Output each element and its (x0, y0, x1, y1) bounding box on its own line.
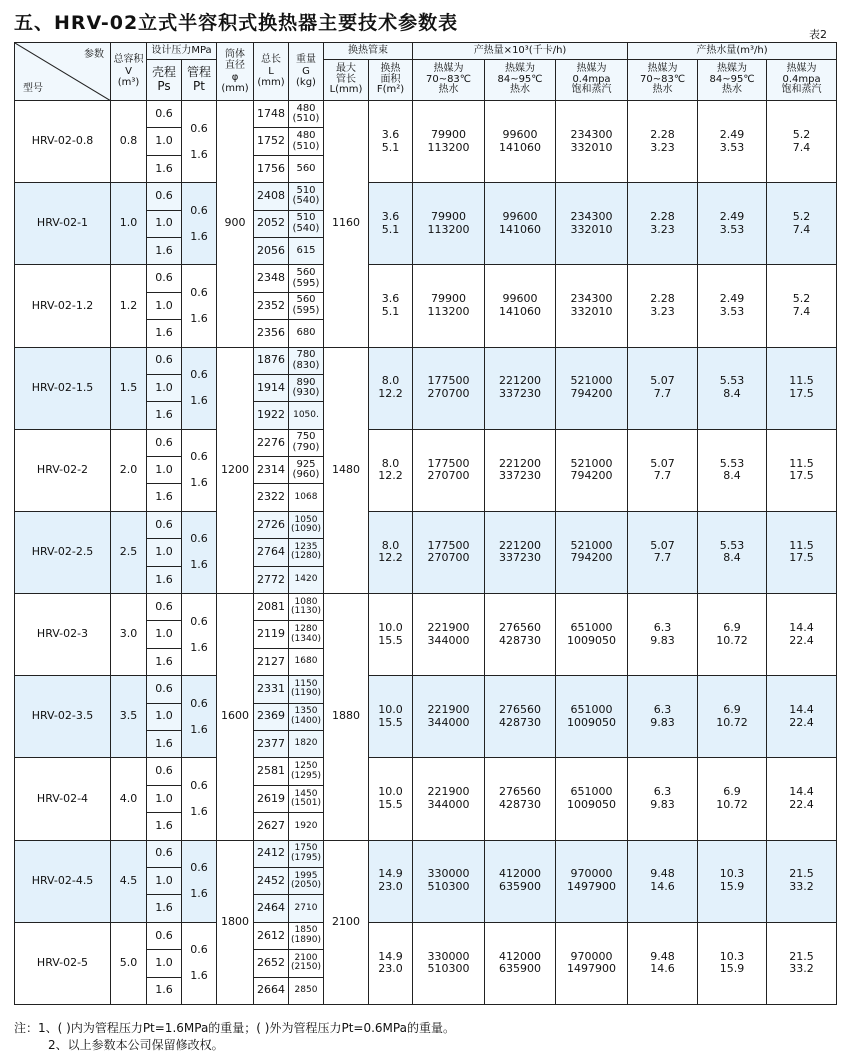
tube-pressure-cell: 0.6 1.6 (182, 922, 217, 1004)
water-output-hw70-cell: 5.07 7.7 (628, 511, 698, 593)
model-cell: HRV-02-0.8 (15, 101, 111, 183)
water-output-hw70-cell: 2.28 3.23 (628, 101, 698, 183)
table-row (15, 183, 837, 210)
water-output-hw70-cell: 2.28 3.23 (628, 183, 698, 265)
weight-cell: 2850 (289, 977, 324, 1004)
water-output-hw84-cell: 6.9 10.72 (698, 676, 767, 758)
media-header-3: 热媒为 0.4mpa 饱和蒸汽 (556, 60, 628, 101)
water-output-hw70-cell: 6.3 9.83 (628, 594, 698, 676)
length-cell: 2652 (254, 950, 289, 977)
max-tube-length-cell: 1480 (324, 347, 369, 594)
weight-cell: 1680 (289, 648, 324, 675)
volume-cell: 1.0 (111, 183, 147, 265)
param-label: 参数 (84, 49, 104, 60)
model-cell: HRV-02-1.2 (15, 265, 111, 347)
area-header: 换热 面积 F(m²) (369, 60, 413, 101)
shell-pressure-cell: 0.6 (147, 758, 182, 785)
tube-pressure-cell: 0.6 1.6 (182, 101, 217, 183)
heat-output-hw70-cell: 79900 113200 (413, 265, 485, 347)
model-label: 型号 (23, 82, 43, 94)
media-header-6: 热媒为 0.4mpa 饱和蒸汽 (767, 60, 837, 101)
volume-cell: 4.0 (111, 758, 147, 840)
length-cell: 1748 (254, 101, 289, 128)
table-row (15, 758, 837, 785)
shell-pressure-cell: 1.0 (147, 539, 182, 566)
weight-cell: 560 (595) (289, 265, 324, 292)
volume-cell: 3.0 (111, 594, 147, 676)
table-number: 表2 (809, 28, 827, 41)
area-cell: 10.0 15.5 (369, 594, 413, 676)
length-cell: 2377 (254, 730, 289, 757)
shell-pressure-cell: 0.6 (147, 676, 182, 703)
shell-pressure-cell: 1.6 (147, 484, 182, 511)
tube-pressure-cell: 0.6 1.6 (182, 840, 217, 922)
heat-output-hw70-cell: 221900 344000 (413, 594, 485, 676)
table-row (15, 922, 837, 949)
shell-pressure-cell: 1.0 (147, 867, 182, 894)
shell-pressure-cell: 1.0 (147, 210, 182, 237)
area-cell: 14.9 23.0 (369, 922, 413, 1004)
shell-pressure-cell: 1.6 (147, 155, 182, 182)
heat-output-steam-cell: 651000 1009050 (556, 758, 628, 840)
length-cell: 2081 (254, 594, 289, 621)
tube-pressure-cell: 0.6 1.6 (182, 429, 217, 511)
shell-pressure-cell: 1.6 (147, 895, 182, 922)
weight-cell: 1280 (1340) (289, 621, 324, 648)
length-cell: 2369 (254, 703, 289, 730)
shell-pressure-cell: 0.6 (147, 265, 182, 292)
footnotes (14, 1020, 455, 1054)
shell-pressure-cell: 1.0 (147, 128, 182, 155)
model-cell: HRV-02-2 (15, 429, 111, 511)
volume-cell: 2.0 (111, 429, 147, 511)
shell-pressure-cell: 0.6 (147, 347, 182, 374)
weight-cell: 1235 (1280) (289, 539, 324, 566)
shell-pressure-cell: 1.0 (147, 703, 182, 730)
shell-pressure-header: 壳程 Ps (147, 60, 182, 101)
length-cell: 1876 (254, 347, 289, 374)
heat-output-hw70-cell: 177500 270700 (413, 511, 485, 593)
model-cell: HRV-02-2.5 (15, 511, 111, 593)
heat-output-hw84-cell: 221200 337230 (485, 511, 556, 593)
shell-pressure-cell: 0.6 (147, 429, 182, 456)
table-row (15, 429, 837, 456)
model-cell: HRV-02-4 (15, 758, 111, 840)
heat-output-hw84-cell: 412000 635900 (485, 840, 556, 922)
shell-pressure-cell: 0.6 (147, 594, 182, 621)
water-output-hw84-cell: 2.49 3.53 (698, 101, 767, 183)
area-cell: 8.0 12.2 (369, 429, 413, 511)
weight-header: 重量 G (kg) (289, 43, 324, 101)
shell-pressure-cell: 1.0 (147, 621, 182, 648)
weight-cell: 1068 (289, 484, 324, 511)
heat-output-steam-cell: 234300 332010 (556, 265, 628, 347)
length-cell: 1922 (254, 402, 289, 429)
heat-output-hw70-cell: 79900 113200 (413, 101, 485, 183)
model-cell: HRV-02-3.5 (15, 676, 111, 758)
length-cell: 2664 (254, 977, 289, 1004)
shell-pressure-cell: 1.0 (147, 950, 182, 977)
heat-output-steam-cell: 521000 794200 (556, 429, 628, 511)
weight-cell: 1850 (1890) (289, 922, 324, 949)
weight-cell: 480 (510) (289, 128, 324, 155)
length-cell: 2348 (254, 265, 289, 292)
length-cell: 1756 (254, 155, 289, 182)
volume-header: 总容积 V (m³) (111, 43, 147, 101)
water-output-steam-cell: 21.5 33.2 (767, 840, 837, 922)
heat-output-hw84-cell: 221200 337230 (485, 347, 556, 429)
table-row (15, 511, 837, 538)
heat-output-hw70-cell: 330000 510300 (413, 922, 485, 1004)
weight-cell: 680 (289, 320, 324, 347)
length-cell: 2772 (254, 566, 289, 593)
weight-cell: 925 (960) (289, 457, 324, 484)
area-cell: 8.0 12.2 (369, 347, 413, 429)
heat-output-hw70-cell: 79900 113200 (413, 183, 485, 265)
heat-output-hw84-cell: 221200 337230 (485, 429, 556, 511)
shell-pressure-cell: 1.6 (147, 977, 182, 1004)
weight-cell: 1150 (1190) (289, 676, 324, 703)
water-output-steam-cell: 11.5 17.5 (767, 347, 837, 429)
water-output-hw84-cell: 6.9 10.72 (698, 594, 767, 676)
water-output-steam-cell: 14.4 22.4 (767, 594, 837, 676)
heat-output-hw70-cell: 330000 510300 (413, 840, 485, 922)
heat-output-steam-cell: 521000 794200 (556, 511, 628, 593)
length-cell: 2052 (254, 210, 289, 237)
heat-output-hw84-cell: 276560 428730 (485, 676, 556, 758)
area-cell: 14.9 23.0 (369, 840, 413, 922)
tube-pressure-cell: 0.6 1.6 (182, 183, 217, 265)
volume-cell: 1.2 (111, 265, 147, 347)
diameter-cell: 900 (217, 101, 254, 348)
weight-cell: 1820 (289, 730, 324, 757)
weight-cell: 480 (510) (289, 101, 324, 128)
length-cell: 1752 (254, 128, 289, 155)
water-output-hw84-cell: 10.3 15.9 (698, 922, 767, 1004)
area-cell: 3.6 5.1 (369, 183, 413, 265)
shell-pressure-cell: 0.6 (147, 840, 182, 867)
model-cell: HRV-02-1 (15, 183, 111, 265)
water-output-hw84-cell: 2.49 3.53 (698, 265, 767, 347)
shell-pressure-cell: 1.0 (147, 374, 182, 401)
water-output-steam-cell: 11.5 17.5 (767, 429, 837, 511)
tube-bundle-header: 换热管束 (324, 43, 413, 60)
tube-pressure-cell: 0.6 1.6 (182, 511, 217, 593)
volume-cell: 1.5 (111, 347, 147, 429)
water-output-hw84-cell: 5.53 8.4 (698, 429, 767, 511)
water-output-hw70-cell: 9.48 14.6 (628, 922, 698, 1004)
max-tube-length-header: 最大 管长 L(mm) (324, 60, 369, 101)
water-output-steam-cell: 5.2 7.4 (767, 101, 837, 183)
weight-cell: 2710 (289, 895, 324, 922)
diameter-cell: 1600 (217, 594, 254, 841)
model-cell: HRV-02-5 (15, 922, 111, 1004)
shell-pressure-cell: 1.6 (147, 320, 182, 347)
footnote-1: 注：1、( )内为管程压力Pt=1.6MPa的重量；( )外为管程压力Pt=0.6MPa的重量。 (14, 1021, 455, 1035)
shell-pressure-cell: 1.0 (147, 457, 182, 484)
heat-output-hw70-cell: 221900 344000 (413, 676, 485, 758)
shell-pressure-cell: 1.6 (147, 566, 182, 593)
shell-pressure-cell: 1.6 (147, 648, 182, 675)
weight-cell: 780 (830) (289, 347, 324, 374)
length-cell: 2764 (254, 539, 289, 566)
max-tube-length-cell: 1880 (324, 594, 369, 841)
spec-table (14, 42, 837, 1005)
model-cell: HRV-02-3 (15, 594, 111, 676)
table-row (15, 101, 837, 128)
weight-cell: 510 (540) (289, 183, 324, 210)
length-cell: 2627 (254, 813, 289, 840)
shell-pressure-cell: 0.6 (147, 922, 182, 949)
heat-output-hw70-cell: 177500 270700 (413, 429, 485, 511)
tube-pressure-cell: 0.6 1.6 (182, 347, 217, 429)
heat-output-hw70-cell: 221900 344000 (413, 758, 485, 840)
table-row (15, 676, 837, 703)
shell-pressure-cell: 1.6 (147, 237, 182, 264)
length-cell: 2612 (254, 922, 289, 949)
length-cell: 2056 (254, 237, 289, 264)
length-cell: 1914 (254, 374, 289, 401)
heat-output-steam-cell: 234300 332010 (556, 183, 628, 265)
weight-cell: 1420 (289, 566, 324, 593)
weight-cell: 560 (289, 155, 324, 182)
table-row (15, 594, 837, 621)
water-output-hw84-cell: 6.9 10.72 (698, 758, 767, 840)
length-cell: 2581 (254, 758, 289, 785)
heat-output-steam-cell: 651000 1009050 (556, 676, 628, 758)
weight-cell: 560 (595) (289, 292, 324, 319)
weight-cell: 1995 (2050) (289, 867, 324, 894)
heat-output-hw84-cell: 276560 428730 (485, 758, 556, 840)
length-cell: 2726 (254, 511, 289, 538)
media-header-5: 热媒为 84~95℃ 热水 (698, 60, 767, 101)
weight-cell: 890 (930) (289, 374, 324, 401)
length-cell: 2119 (254, 621, 289, 648)
water-output-hw70-cell: 2.28 3.23 (628, 265, 698, 347)
media-header-1: 热媒为 70~83℃ 热水 (413, 60, 485, 101)
length-cell: 2331 (254, 676, 289, 703)
water-output-hw84-cell: 5.53 8.4 (698, 511, 767, 593)
shell-pressure-cell: 0.6 (147, 511, 182, 538)
water-output-steam-cell: 5.2 7.4 (767, 265, 837, 347)
area-cell: 3.6 5.1 (369, 101, 413, 183)
table-row (15, 347, 837, 374)
diameter-header: 筒体 直径 φ (mm) (217, 43, 254, 101)
shell-pressure-cell: 0.6 (147, 183, 182, 210)
shell-pressure-cell: 1.0 (147, 292, 182, 319)
shell-pressure-cell: 0.6 (147, 101, 182, 128)
area-cell: 10.0 15.5 (369, 676, 413, 758)
tube-pressure-cell: 0.6 1.6 (182, 758, 217, 840)
length-cell: 2314 (254, 457, 289, 484)
water-output-steam-cell: 14.4 22.4 (767, 758, 837, 840)
diameter-cell: 1800 (217, 840, 254, 1004)
length-header: 总长 L (mm) (254, 43, 289, 101)
heat-output-steam-cell: 521000 794200 (556, 347, 628, 429)
table-row (15, 265, 837, 292)
heat-output-header: 产热量×10³(千卡/h) (413, 43, 628, 60)
length-cell: 2127 (254, 648, 289, 675)
length-cell: 2619 (254, 785, 289, 812)
water-output-steam-cell: 5.2 7.4 (767, 183, 837, 265)
weight-cell: 615 (289, 237, 324, 264)
tube-pressure-cell: 0.6 1.6 (182, 676, 217, 758)
length-cell: 2412 (254, 840, 289, 867)
shell-pressure-cell: 1.6 (147, 402, 182, 429)
table-row (15, 840, 837, 867)
footnote-2: 2、以上参数本公司保留修改权。 (48, 1038, 224, 1052)
water-output-hw84-cell: 10.3 15.9 (698, 840, 767, 922)
weight-cell: 1350 (1400) (289, 703, 324, 730)
length-cell: 2464 (254, 895, 289, 922)
shell-pressure-cell: 1.6 (147, 813, 182, 840)
weight-cell: 1450 (1501) (289, 785, 324, 812)
water-output-hw84-cell: 5.53 8.4 (698, 347, 767, 429)
volume-cell: 0.8 (111, 101, 147, 183)
weight-cell: 510 (540) (289, 210, 324, 237)
length-cell: 2408 (254, 183, 289, 210)
header-row-1 (15, 43, 837, 60)
weight-cell: 1050 (1090) (289, 511, 324, 538)
weight-cell: 750 (790) (289, 429, 324, 456)
tube-pressure-header: 管程 Pt (182, 60, 217, 101)
water-output-steam-cell: 11.5 17.5 (767, 511, 837, 593)
volume-cell: 5.0 (111, 922, 147, 1004)
weight-cell: 2100 (2150) (289, 950, 324, 977)
tube-pressure-cell: 0.6 1.6 (182, 265, 217, 347)
water-output-hw70-cell: 5.07 7.7 (628, 347, 698, 429)
heat-output-steam-cell: 970000 1497900 (556, 840, 628, 922)
heat-output-hw84-cell: 99600 141060 (485, 101, 556, 183)
weight-cell: 1080 (1130) (289, 594, 324, 621)
model-cell: HRV-02-1.5 (15, 347, 111, 429)
heat-output-hw84-cell: 412000 635900 (485, 922, 556, 1004)
water-output-hw84-cell: 2.49 3.53 (698, 183, 767, 265)
model-cell: HRV-02-4.5 (15, 840, 111, 922)
water-output-header: 产热水量(m³/h) (628, 43, 837, 60)
area-cell: 3.6 5.1 (369, 265, 413, 347)
water-output-hw70-cell: 6.3 9.83 (628, 758, 698, 840)
weight-cell: 1250 (1295) (289, 758, 324, 785)
water-output-steam-cell: 14.4 22.4 (767, 676, 837, 758)
tube-pressure-cell: 0.6 1.6 (182, 594, 217, 676)
param-model-diagonal-header (15, 43, 111, 101)
media-header-4: 热媒为 70~83℃ 热水 (628, 60, 698, 101)
max-tube-length-cell: 1160 (324, 101, 369, 348)
volume-cell: 3.5 (111, 676, 147, 758)
shell-pressure-cell: 1.0 (147, 785, 182, 812)
heat-output-hw70-cell: 177500 270700 (413, 347, 485, 429)
heat-output-hw84-cell: 99600 141060 (485, 265, 556, 347)
media-header-2: 热媒为 84~95℃ 热水 (485, 60, 556, 101)
heat-output-steam-cell: 970000 1497900 (556, 922, 628, 1004)
length-cell: 2452 (254, 867, 289, 894)
weight-cell: 1920 (289, 813, 324, 840)
volume-cell: 4.5 (111, 840, 147, 922)
water-output-hw70-cell: 6.3 9.83 (628, 676, 698, 758)
shell-pressure-cell: 1.6 (147, 730, 182, 757)
water-output-hw70-cell: 9.48 14.6 (628, 840, 698, 922)
max-tube-length-cell: 2100 (324, 840, 369, 1004)
heat-output-steam-cell: 234300 332010 (556, 101, 628, 183)
water-output-hw70-cell: 5.07 7.7 (628, 429, 698, 511)
length-cell: 2356 (254, 320, 289, 347)
heat-output-hw84-cell: 99600 141060 (485, 183, 556, 265)
area-cell: 8.0 12.2 (369, 511, 413, 593)
heat-output-hw84-cell: 276560 428730 (485, 594, 556, 676)
length-cell: 2276 (254, 429, 289, 456)
weight-cell: 1750 (1795) (289, 840, 324, 867)
weight-cell: 1050. (289, 402, 324, 429)
water-output-steam-cell: 21.5 33.2 (767, 922, 837, 1004)
design-pressure-header: 设计压力MPa (147, 43, 217, 60)
volume-cell: 2.5 (111, 511, 147, 593)
length-cell: 2322 (254, 484, 289, 511)
page-title: 五、HRV-02立式半容积式换热器主要技术参数表 (14, 12, 459, 34)
diameter-cell: 1200 (217, 347, 254, 594)
heat-output-steam-cell: 651000 1009050 (556, 594, 628, 676)
area-cell: 10.0 15.5 (369, 758, 413, 840)
length-cell: 2352 (254, 292, 289, 319)
